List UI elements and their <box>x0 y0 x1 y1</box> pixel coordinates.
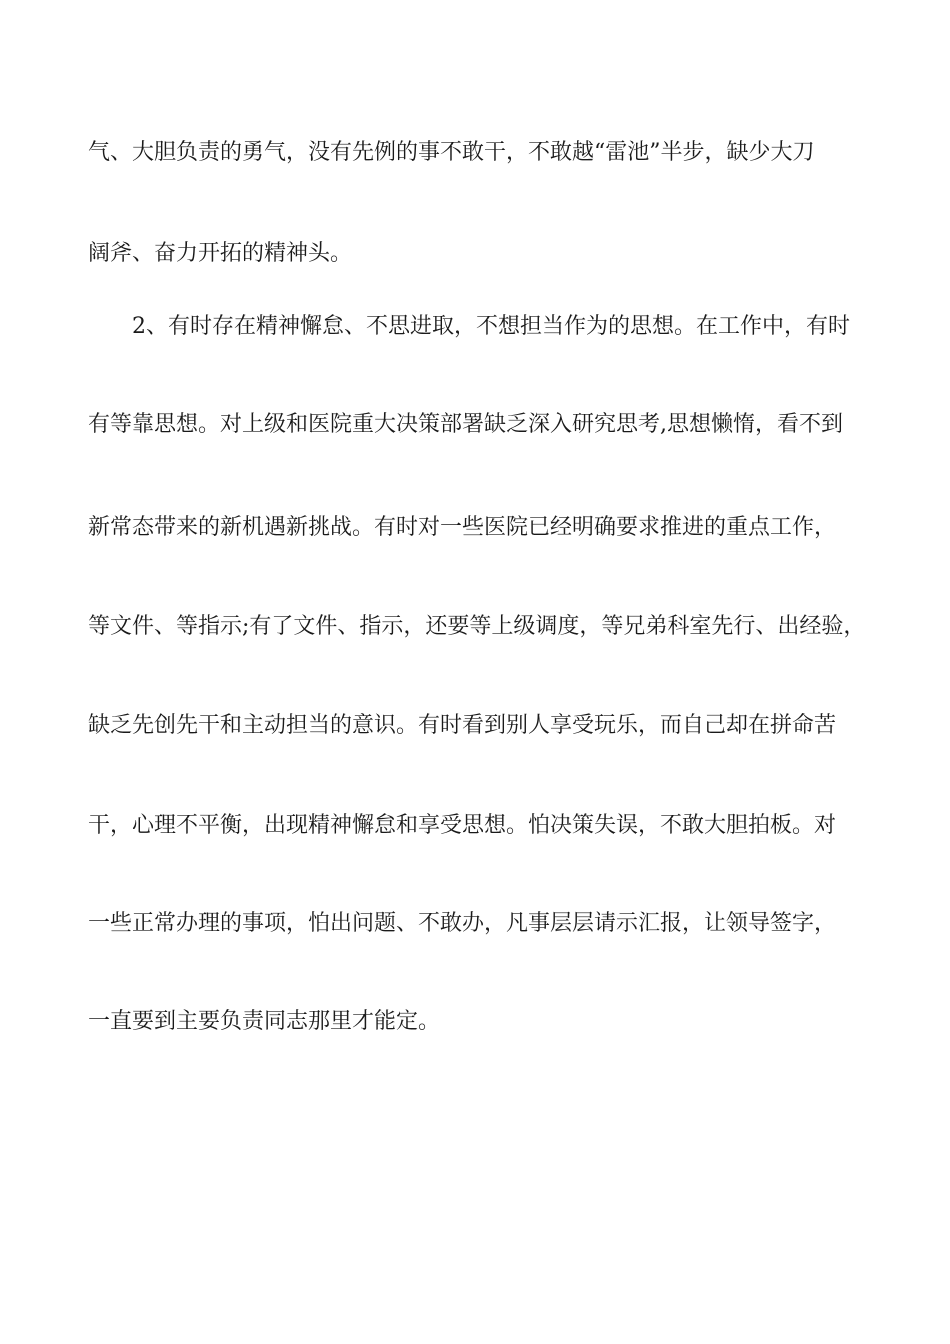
paragraph-line: 有等靠思想。对上级和医院重大决策部署缺乏深入研究思考,思想懒惰，看不到 <box>88 412 843 437</box>
paragraph-line: 新常态带来的新机遇新挑战。有时对一些医院已经明确要求推进的重点工作， <box>88 515 837 540</box>
paragraph-line: 阔斧、奋力开拓的精神头。 <box>88 241 353 266</box>
paragraph-line: 一直要到主要负责同志那里才能定。 <box>88 1009 441 1034</box>
paragraph-line: 2、有时存在精神懈怠、不思进取，不想担当作为的思想。在工作中，有时 <box>132 314 850 339</box>
paragraph-line: 干，心理不平衡，出现精神懈怠和享受思想。怕决策失误，不敢大胆拍板。对 <box>88 813 837 838</box>
paragraph-line: 等文件、等指示;有了文件、指示，还要等上级调度，等兄弟科室先行、出经验， <box>88 614 866 639</box>
paragraph-line: 一些正常办理的事项，怕出问题、不敢办，凡事层层请示汇报，让领导签字， <box>88 911 837 936</box>
paragraph-line: 气、大胆负责的勇气，没有先例的事不敢干，不敢越“雷池”半步，缺少大刀 <box>88 140 815 165</box>
paragraph-line: 缺乏先创先干和主动担当的意识。有时看到别人享受玩乐，而自己却在拼命苦 <box>88 713 837 738</box>
